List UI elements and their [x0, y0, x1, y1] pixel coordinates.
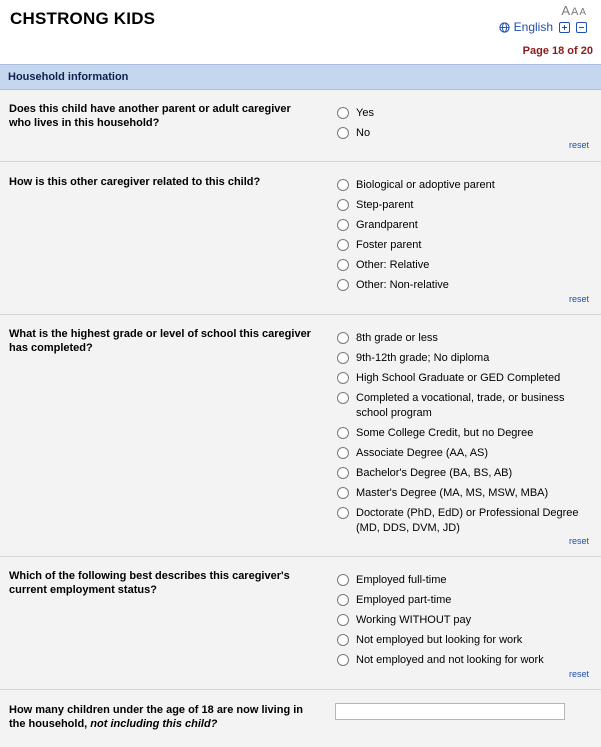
- radio-option[interactable]: [337, 506, 587, 541]
- radio-option[interactable]: [337, 371, 587, 391]
- radio-option[interactable]: [337, 391, 587, 426]
- radio-option-no[interactable]: [337, 126, 587, 146]
- option-label: Other: Relative: [356, 259, 430, 271]
- option-label: Completed a vocational, trade, or business school program: [356, 392, 565, 419]
- radio-button[interactable]: [337, 614, 349, 626]
- question-text-main: How many children under the age of 18 are now living in the household,: [9, 704, 303, 730]
- radio-button[interactable]: [337, 447, 349, 459]
- radio-option[interactable]: [337, 351, 587, 371]
- radio-button[interactable]: [337, 594, 349, 606]
- option-label: Bachelor's Degree (BA, BS, AB): [356, 467, 513, 479]
- expand-plus-icon[interactable]: [559, 22, 570, 33]
- children-count-input[interactable]: [335, 703, 565, 720]
- option-label: High School Graduate or GED Completed: [356, 372, 561, 384]
- question-text: Does this child have another parent or adult caregiver who lives in this household?: [9, 103, 291, 129]
- radio-button[interactable]: [337, 179, 349, 191]
- reset-link[interactable]: reset: [568, 536, 589, 546]
- font-size-controls: [560, 2, 586, 20]
- question-text: What is the highest grade or level of school this caregiver has completed?: [9, 328, 311, 354]
- radio-button[interactable]: [337, 127, 349, 139]
- option-label: Not employed but looking for work: [356, 634, 523, 646]
- radio-option[interactable]: [337, 218, 587, 238]
- page-indicator: Page 18 of 20: [522, 45, 593, 57]
- radio-button[interactable]: [337, 199, 349, 211]
- question-block-caregiver-in-household: [0, 90, 601, 162]
- radio-option[interactable]: [337, 486, 587, 506]
- radio-group: [337, 178, 587, 298]
- collapse-minus-icon[interactable]: [576, 22, 587, 33]
- option-label: Yes: [356, 107, 374, 119]
- radio-button[interactable]: [337, 574, 349, 586]
- radio-button[interactable]: [337, 239, 349, 251]
- reset-link[interactable]: reset: [568, 294, 589, 304]
- reset-link[interactable]: reset: [568, 669, 589, 679]
- radio-button[interactable]: [337, 279, 349, 291]
- option-label: Grandparent: [356, 219, 418, 231]
- radio-option[interactable]: [337, 593, 587, 613]
- option-label: Associate Degree (AA, AS): [356, 447, 489, 459]
- radio-option[interactable]: [337, 178, 587, 198]
- radio-button[interactable]: [337, 427, 349, 439]
- option-label: 9th-12th grade; No diploma: [356, 352, 490, 364]
- radio-option[interactable]: [337, 633, 587, 653]
- radio-group: [337, 573, 587, 673]
- option-label: Master's Degree (MA, MS, MSW, MBA): [356, 487, 549, 499]
- font-size-small-button[interactable]: A: [579, 7, 586, 18]
- option-label: Some College Credit, but no Degree: [356, 427, 534, 439]
- radio-option[interactable]: [337, 278, 587, 298]
- radio-group: [337, 331, 587, 541]
- option-label: 8th grade or less: [356, 332, 438, 344]
- option-label: Foster parent: [356, 239, 422, 251]
- radio-option[interactable]: [337, 466, 587, 486]
- radio-group: [337, 106, 587, 146]
- section-title: Household information: [8, 71, 129, 83]
- question-block-education: [0, 315, 601, 557]
- survey-header: [0, 0, 601, 64]
- option-label: Employed full-time: [356, 574, 447, 586]
- radio-button[interactable]: [337, 219, 349, 231]
- question-text-emphasis: not including this child?: [90, 718, 218, 730]
- radio-button[interactable]: [337, 392, 349, 404]
- question-text: [9, 703, 314, 731]
- option-label: No: [356, 127, 371, 139]
- radio-option[interactable]: [337, 238, 587, 258]
- radio-button[interactable]: [337, 634, 349, 646]
- radio-button[interactable]: [337, 467, 349, 479]
- language-selector[interactable]: English: [513, 20, 553, 34]
- radio-button[interactable]: [337, 654, 349, 666]
- radio-option[interactable]: [337, 331, 587, 351]
- radio-option[interactable]: [337, 446, 587, 466]
- option-label: Doctorate (PhD, EdD) or Professional Degree (MD, DDS, DVM, JD): [356, 507, 579, 534]
- question-block-caregiver-relation: [0, 162, 601, 315]
- globe-icon: [499, 22, 510, 33]
- radio-option[interactable]: [337, 613, 587, 633]
- option-label: Step-parent: [356, 199, 414, 211]
- radio-option-yes[interactable]: [337, 106, 587, 126]
- font-size-large-button[interactable]: A: [561, 3, 570, 18]
- section-header: [0, 64, 601, 90]
- radio-button[interactable]: [337, 352, 349, 364]
- survey-title: CHSTRONG KIDS: [10, 9, 156, 28]
- option-label: Not employed and not looking for work: [356, 654, 544, 666]
- question-block-employment: [0, 557, 601, 690]
- question-text: How is this other caregiver related to this child?: [9, 176, 261, 188]
- radio-button[interactable]: [337, 332, 349, 344]
- radio-button[interactable]: [337, 487, 349, 499]
- radio-option[interactable]: [337, 426, 587, 446]
- radio-option[interactable]: [337, 573, 587, 593]
- question-text: Which of the following best describes this caregiver's current employment status?: [9, 570, 290, 596]
- radio-button[interactable]: [337, 507, 349, 519]
- radio-button[interactable]: [337, 107, 349, 119]
- radio-option[interactable]: [337, 258, 587, 278]
- radio-option[interactable]: [337, 653, 587, 673]
- option-label: Other: Non-relative: [356, 279, 449, 291]
- radio-button[interactable]: [337, 372, 349, 384]
- option-label: Biological or adoptive parent: [356, 179, 495, 191]
- radio-option[interactable]: [337, 198, 587, 218]
- option-label: Working WITHOUT pay: [356, 614, 472, 626]
- font-size-medium-button[interactable]: A: [570, 6, 579, 18]
- question-block-children-count: [0, 690, 601, 747]
- radio-button[interactable]: [337, 259, 349, 271]
- language-controls: [499, 20, 587, 34]
- reset-link[interactable]: reset: [568, 140, 589, 150]
- option-label: Employed part-time: [356, 594, 452, 606]
